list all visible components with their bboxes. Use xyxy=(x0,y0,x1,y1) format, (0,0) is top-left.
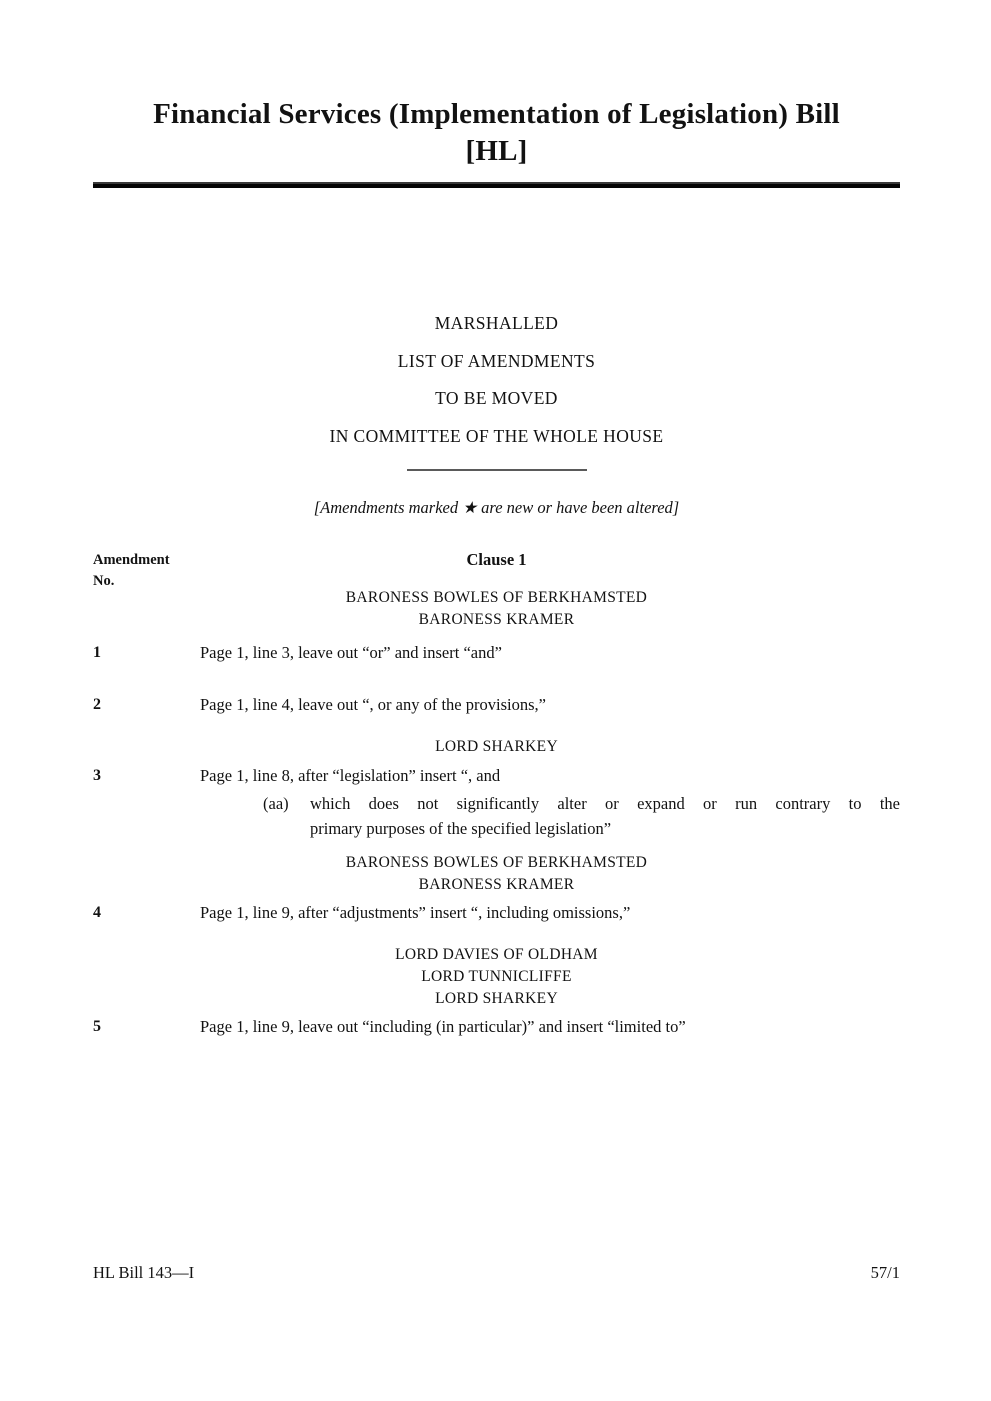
amendment-row-3 xyxy=(93,765,900,841)
subclause-text-line1: which does not significantly alter or expand or run contrary to the xyxy=(310,794,900,813)
amendment-row-1 xyxy=(93,642,900,664)
sponsor-list xyxy=(93,944,900,1010)
list-header xyxy=(93,549,900,589)
sponsor-list xyxy=(93,587,900,631)
amendment-text: Page 1, line 9, after “adjustments” insert “, including omissions,” xyxy=(200,903,631,922)
sponsor-name: BARONESS BOWLES OF BERKHAMSTED xyxy=(345,589,648,606)
document-header xyxy=(93,96,900,188)
sponsor-name: LORD SHARKEY xyxy=(435,990,558,1007)
session-reference: 57/1 xyxy=(870,1263,900,1282)
sponsor-list xyxy=(93,852,900,896)
heading-line-marshalled: MARSHALLED xyxy=(434,313,559,333)
subclause-text-line2: primary purposes of the specified legislation” xyxy=(310,819,612,838)
bill-title-line2: [HL] xyxy=(465,135,528,167)
section-divider-rule xyxy=(407,469,587,471)
amendment-group-1 xyxy=(93,587,900,716)
bill-title xyxy=(93,96,900,170)
amendment-no-column-label xyxy=(93,550,170,592)
amendment-text: Page 1, line 8, after “legislation” insert “, and xyxy=(200,766,501,785)
marshalled-heading xyxy=(93,305,900,455)
sponsor-name: LORD TUNNICLIFFE xyxy=(421,968,572,985)
sponsor-name: BARONESS KRAMER xyxy=(418,611,575,628)
bill-reference: HL Bill 143—I xyxy=(93,1263,195,1282)
heading-line-committee: IN COMMITTEE OF THE WHOLE HOUSE xyxy=(329,425,664,446)
amendment-number: 4 xyxy=(93,904,101,921)
bill-title-line1: Financial Services (Implementation of Legislation) Bill xyxy=(153,98,840,130)
sponsor-list xyxy=(93,736,900,758)
amendment-group-3 xyxy=(93,852,900,924)
subclause-label: (aa) xyxy=(263,794,289,813)
sponsor-name: LORD DAVIES OF OLDHAM xyxy=(395,946,598,963)
amendment-group-4 xyxy=(93,944,900,1038)
no-label: No. xyxy=(93,573,115,589)
star-note: [Amendments marked ★ are new or have been altered] xyxy=(313,498,680,517)
page-footer xyxy=(93,1262,900,1284)
heading-line-list-of-amendments: LIST OF AMENDMENTS xyxy=(397,350,596,371)
amendment-number: 2 xyxy=(93,696,101,713)
subclause-text xyxy=(310,791,900,841)
sponsor-name: BARONESS KRAMER xyxy=(418,876,575,893)
amendment-text: Page 1, line 9, leave out “including (in particular)” and insert “limited to” xyxy=(200,1017,686,1036)
title-double-rule xyxy=(93,182,900,188)
amendment-number: 1 xyxy=(93,644,101,661)
amendment-row-5 xyxy=(93,1016,900,1038)
amendment-group-2 xyxy=(93,736,900,841)
amendment-text: Page 1, line 3, leave out “or” and insert “and” xyxy=(200,643,502,662)
amendment-row-4 xyxy=(93,902,900,924)
amendment-label: Amendment xyxy=(93,552,170,568)
amendment-number: 3 xyxy=(93,767,101,784)
amendment-text: Page 1, line 4, leave out “, or any of the provisions,” xyxy=(200,695,546,714)
heading-line-to-be-moved: TO BE MOVED xyxy=(435,388,558,408)
clause-heading: Clause 1 xyxy=(466,550,527,569)
sponsor-name: LORD SHARKEY xyxy=(435,738,558,755)
amendment-row-2 xyxy=(93,694,900,716)
sponsor-name: BARONESS BOWLES OF BERKHAMSTED xyxy=(345,854,648,871)
amendment-subclause xyxy=(200,791,900,841)
amendment-number: 5 xyxy=(93,1018,101,1035)
